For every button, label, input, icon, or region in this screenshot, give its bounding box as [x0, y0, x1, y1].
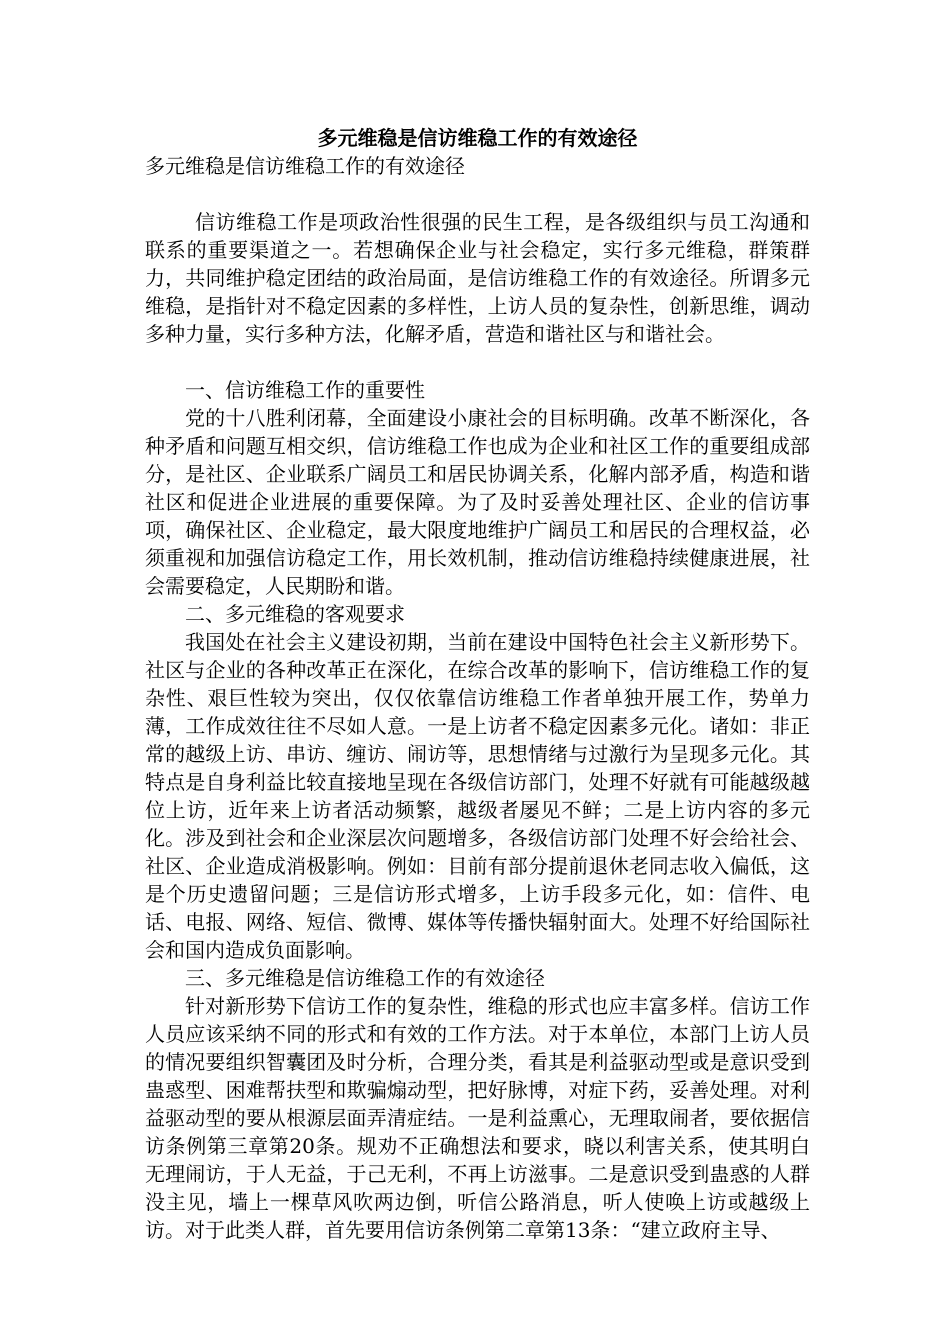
blank-line	[145, 348, 810, 376]
section-heading-2: 二、多元维稳的客观要求	[185, 602, 405, 626]
section-body-2: 我国处在社会主义建设初期，当前在建设中国特色社会主义新形势下。社区与企业的各种改革正在深化，在综合改革的影响下，信访维稳工作的复杂性、艰巨性较为突出，仅仅依靠信访维稳工作者单独开展工作，势单力薄，工作成效往往不尽如人意。一是上访者不稳定因素多元化。诸如：非正常的越级上访、串访、缠访、闹访等，思想情绪与过激行为呈现多元化。其特点是自身利益比较直接地呈现在各级信访部门，处理不好就有可能越级越位上访，近年来上访者活动频繁，越级者屡见不鲜；二是上访内容的多元化。涉及到社会和企业深层次问题增多，各级信访部门处理不好会给社会、社区、企业造成消极影响。例如：目前有部分提前退休老同志收入偏低，这是个历史遗留问题；三是信访形式增多，上访手段多元化，如：信件、电话、电报、网络、短信、微博、媒体等传播快辐射面大。处理不好给国际社会和国内造成负面影响。	[145, 630, 810, 962]
document-subtitle: 多元维稳是信访维稳工作的有效途径	[145, 154, 465, 178]
section-body-1: 党的十八胜利闭幕，全面建设小康社会的目标明确。改革不断深化，各种矛盾和问题互相交织，信访维稳工作也成为企业和社区工作的重要组成部分，是社区、企业联系广阔员工和居民协调关系，化解内部矛盾，构造和谐社区和促进企业进展的重要保障。为了及时妥善处理社区、企业的信访事项，确保社区、企业稳定，最大限度地维护广阔员工和居民的合理权益，必须重视和加强信访稳定工作，用长效机制，推动信访维稳持续健康进展，社会需要稳定，人民期盼和谐。	[145, 406, 810, 598]
intro-paragraph: 信访维稳工作是项政治性很强的民生工程，是各级组织与员工沟通和联系的重要渠道之一。若想确保企业与社会稳定，实行多元维稳，群策群力，共同维护稳定团结的政治局面，是信访维稳工作的有效途径。所谓多元维稳，是指针对不稳定因素的多样性，上访人员的复杂性，创新思维，调动多种力量，实行多种方法，化解矛盾，营造和谐社区与和谐社会。	[145, 210, 810, 346]
section-heading-3: 三、多元维稳是信访维稳工作的有效途径	[185, 966, 545, 990]
section-body-3: 针对新形势下信访工作的复杂性，维稳的形式也应丰富多样。信访工作人员应该采纳不同的形式和有效的工作方法。对于本单位，本部门上访人员的情况要组织智囊团及时分析，合理分类，看其是利益驱动型或是意识受到蛊惑型、困难帮扶型和欺骗煽动型，把好脉博，对症下药，妥善处理。对利益驱动型的要从根源层面弄清症结。一是利益熏心，无理取闹者，要依据信访条例第三章第20条。规劝不正确想法和要求，晓以利害关系，使其明白无理闹访，于人无益，于己无利，不再上访滋事。二是意识受到蛊惑的人群没主见，墙上一棵草风吹两边倒，听信公路消息，听人使唤上访或越级上访。对于此类人群，首先要用信访条例第二章第13条：“建立政府主导、	[145, 994, 810, 1242]
section-heading-1: 一、信访维稳工作的重要性	[185, 378, 425, 402]
document-title: 多元维稳是信访维稳工作的有效途径	[317, 126, 638, 150]
blank-line	[145, 180, 810, 208]
